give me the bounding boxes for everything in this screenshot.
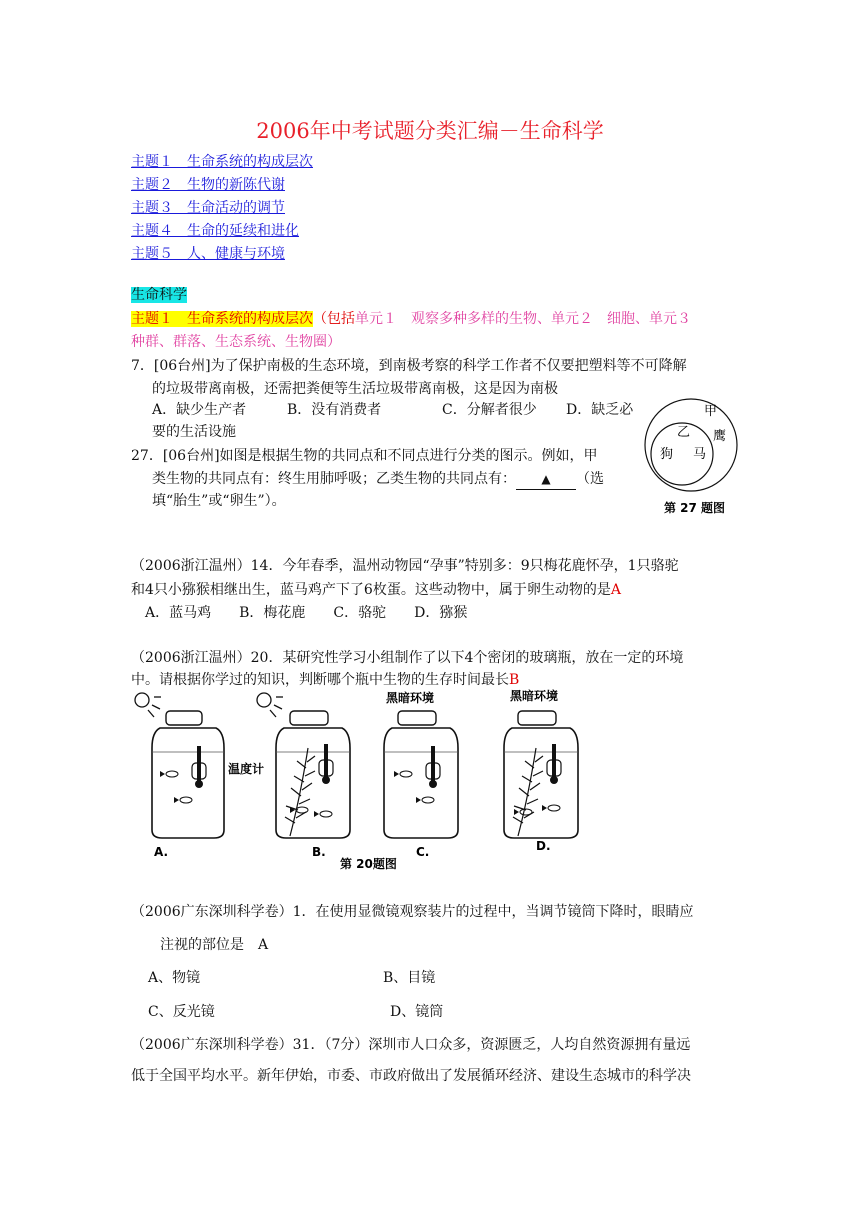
q20-line2: 中。请根据你学过的知识，判断哪个瓶中生物的生存时间最长B bbox=[131, 672, 520, 688]
fish-icon bbox=[160, 771, 178, 777]
q1-option-a: A、物镜 bbox=[148, 970, 201, 986]
q20-answer: B bbox=[509, 672, 520, 688]
jar-d-label: D. bbox=[536, 839, 551, 853]
waterweed-icon bbox=[513, 748, 543, 836]
section-desc-line2: 种群、群落、生态系统、生物圈） bbox=[131, 334, 341, 350]
fish-icon bbox=[314, 811, 332, 817]
jar-d bbox=[504, 688, 578, 853]
section-label: 生命科学 bbox=[131, 287, 187, 303]
q27-line1: 27．[06台州]如图是根据生物的共同点和不同点进行分类的图示。例如，甲 bbox=[131, 448, 598, 464]
fish-icon bbox=[394, 771, 412, 777]
toc-link-topic-5[interactable]: 主题５ 人、健康与环境 bbox=[131, 246, 285, 262]
outer-circle-jia bbox=[645, 399, 737, 491]
page-title: 2006年中考试题分类汇编－生命科学 bbox=[256, 119, 604, 143]
jar-a-label: A. bbox=[154, 845, 169, 859]
q7-option-c: C．分解者很少 bbox=[442, 402, 537, 418]
q7-option-a: A．缺少生产者 bbox=[152, 402, 247, 418]
q27-classification-figure bbox=[640, 398, 745, 523]
thermometer-icon bbox=[319, 744, 333, 784]
jar-b bbox=[257, 693, 350, 859]
q7-line1: 7．[06台州]为了保护南极的生态环境，到南极考察的科学工作者不仅要把塑料等不可降解 bbox=[131, 358, 687, 374]
q7-option-d-cont: 要的生活设施 bbox=[152, 424, 236, 440]
q1-line2: 注视的部位是 A bbox=[160, 937, 269, 953]
answer-blank: ▲ bbox=[516, 469, 576, 490]
q1-option-d: D、镜筒 bbox=[390, 1004, 444, 1020]
q1-line1: （2006广东深圳科学卷）1．在使用显微镜观察装片的过程中，当调节镜筒下降时，眼睛应 bbox=[131, 904, 694, 920]
thermometer-icon bbox=[547, 744, 561, 784]
topic-highlight: 主题１ 生命系统的构成层次 bbox=[131, 311, 313, 327]
label-ying: 鹰 bbox=[713, 429, 727, 444]
thermometer-label: 温度计 bbox=[228, 762, 265, 776]
jar-c bbox=[384, 690, 458, 859]
q7-line2: 的垃圾带离南极，还需把粪便等生活垃圾带离南极，这是因为南极 bbox=[152, 381, 558, 397]
toc-link-topic-4[interactable]: 主题４ 生命的延续和进化 bbox=[131, 223, 299, 239]
jar-d-dark-label: 黑暗环境 bbox=[510, 689, 559, 703]
q31-line2: 低于全国平均水平。新年伊始，市委、市政府做出了发展循环经济、建设生态城市的科学决 bbox=[131, 1068, 691, 1084]
q20-jars-figure bbox=[130, 688, 590, 873]
toc-link-topic-2[interactable]: 主题２ 生物的新陈代谢 bbox=[131, 177, 285, 193]
q27-line2: 类生物的共同点有：终生用肺呼吸；乙类生物的共同点有： ▲ （选 bbox=[152, 469, 604, 490]
q27-line3: 填“胎生”或“卵生”）。 bbox=[152, 493, 286, 509]
sun-icon bbox=[135, 693, 161, 717]
toc-link-topic-3[interactable]: 主题３ 生命活动的调节 bbox=[131, 200, 285, 216]
fig27-caption: 第 27 题图 bbox=[664, 501, 726, 515]
q7-option-d: D．缺乏必 bbox=[566, 402, 634, 418]
label-jia: 甲 bbox=[704, 404, 718, 419]
q1-option-b: B、目镜 bbox=[383, 970, 436, 986]
jar-c-label: C. bbox=[416, 845, 430, 859]
jar-c-dark-label: 黑暗环境 bbox=[386, 691, 435, 705]
q1-option-c: C、反光镜 bbox=[148, 1004, 215, 1020]
jar-b-label: B. bbox=[312, 845, 326, 859]
fish-icon bbox=[542, 805, 560, 811]
q31-line1: （2006广东深圳科学卷）31．（7分）深圳市人口众多，资源匮乏，人均自然资源拥有量远 bbox=[131, 1037, 691, 1053]
waterweed-icon bbox=[285, 748, 315, 836]
q14-options: A．蓝马鸡 B．梅花鹿 C．骆驼 D．猕猴 bbox=[145, 605, 468, 621]
q7-option-b: B．没有消费者 bbox=[287, 402, 382, 418]
q20-line1: （2006浙江温州）20．某研究性学习小组制作了以下4个密闭的玻璃瓶，放在一定的环境 bbox=[131, 650, 684, 666]
label-yi: 乙 bbox=[677, 425, 691, 440]
jar-a bbox=[135, 693, 224, 859]
fish-icon bbox=[416, 797, 434, 803]
sun-icon bbox=[257, 693, 283, 717]
fish-icon bbox=[174, 797, 192, 803]
label-gou: 狗 bbox=[660, 447, 674, 462]
section-topic-heading: 主题１ 生命系统的构成层次（包括单元１ 观察多种多样的生物、单元２ 细胞、单元３ bbox=[131, 311, 691, 327]
q14-answer: A bbox=[610, 582, 621, 598]
q14-line1: （2006浙江温州）14．今年春季，温州动物园“孕事”特别多：9只梅花鹿怀孕，1只骆驼 bbox=[131, 558, 679, 574]
label-ma: 马 bbox=[693, 447, 707, 462]
q14-line2: 和4只小猕猴相继出生，蓝马鸡产下了6枚蛋。这些动物中，属于卵生动物的是A bbox=[131, 582, 621, 598]
toc-link-topic-1[interactable]: 主题１ 生命系统的构成层次 bbox=[131, 154, 313, 170]
fig20-caption: 第 20题图 bbox=[340, 857, 397, 871]
